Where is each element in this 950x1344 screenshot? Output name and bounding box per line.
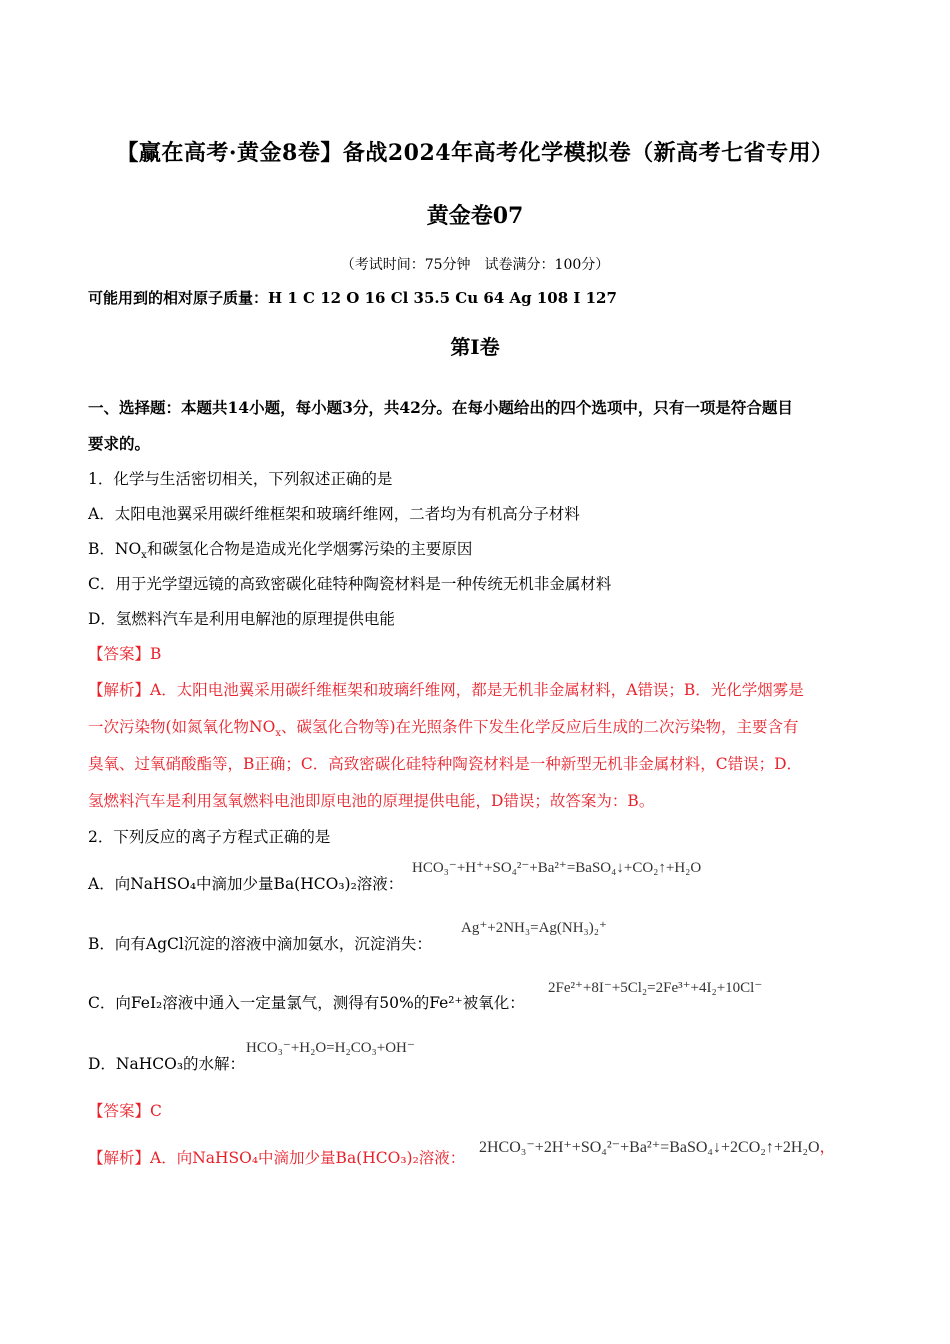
q1-option-c: C．用于光学望远镜的高致密碳化硅特种陶瓷材料是一种传统无机非金属材料 [88,575,612,593]
q1-explanation-4: 氢燃料汽车是利用氢氧燃料电池即原电池的原理提供电能，D错误；故答案为：B。 [88,792,655,810]
q1-exp2-sub: x [275,728,281,740]
q2-explanation-equation [479,1134,836,1157]
q2-option-d-equation: HCO₃⁻+H₂O=H₂CO₃+OH⁻ [246,1040,415,1056]
paper-subtitle: 黄金卷07 [426,203,524,229]
q1-option-b-sub: x [141,550,147,562]
q2-explanation-equation-text: 2HCO₃⁻+2H⁺+SO₄²⁻+Ba²⁺=BaSO₄↓+2CO₂↑+2H₂O [479,1139,820,1156]
q1-answer: 【答案】B [88,645,162,663]
q1-option-b-post: 和碳氢化合物是造成光化学烟雾污染的主要原因 [146,540,473,558]
q2-explanation-a: 【解析】A．向NaHSO₄中滴加少量Ba(HCO₃)₂溶液： [88,1149,466,1167]
q1-explanation-2 [88,715,799,739]
q1-exp2-pre: 一次污染物(如氮氧化物NO [88,718,276,736]
q2-stem: 2．下列反应的离子方程式正确的是 [88,828,331,846]
section-intro-line2: 要求的。 [88,434,151,453]
q1-explanation-3: 臭氧、过氧硝酸酯等，B正确；C．高致密碳化硅特种陶瓷材料是一种新型无机非金属材料，C错误；D． [88,755,803,773]
q2-answer: 【答案】C [88,1102,162,1120]
q1-exp2-post: 、碳氢化合物等)在光照条件下发生化学反应后生成的二次污染物，主要含有 [280,718,799,736]
atomic-masses: 可能用到的相对原子质量：H 1 C 12 O 16 Cl 35.5 Cu 64 Ag 108 I 127 [88,289,617,307]
q2-option-b-equation: Ag⁺+2NH₃=Ag(NH₃)₂⁺ [461,920,607,936]
q1-option-b [88,537,472,561]
q2-option-b: B．向有AgCl沉淀的溶液中滴加氨水，沉淀消失： [88,935,432,953]
q1-option-d: D．氢燃料汽车是利用电解池的原理提供电能 [88,610,395,628]
section-intro-line1: 一、选择题：本题共14小题，每小题3分，共42分。在每小题给出的四个选项中，只有一项是符合题目 [88,398,793,417]
q1-option-a: A．太阳电池翼采用碳纤维框架和玻璃纤维网，二者均为有机高分子材料 [88,505,580,523]
volume-heading: 第Ⅰ卷 [450,335,500,359]
q2-option-a-equation: HCO₃⁻+H⁺+SO₄²⁻+Ba²⁺=BaSO₄↓+CO₂↑+H₂O [412,860,702,876]
exam-info: （考试时间：75分钟 试卷满分：100分） [340,257,610,273]
q2-option-a: A．向NaHSO₄中滴加少量Ba(HCO₃)₂溶液： [88,875,404,893]
q1-option-b-pre: B．NO [88,540,142,558]
q1-explanation-1: 【解析】A．太阳电池翼采用碳纤维框架和玻璃纤维网，都是无机非金属材料，A错误；B．光化学烟雾是 [88,681,804,699]
q2-option-c-equation: 2Fe²⁺+8I⁻+5Cl₂=2Fe³⁺+4I₂+10Cl⁻ [548,980,763,996]
q1-stem: 1．化学与生活密切相关，下列叙述正确的是 [88,470,393,488]
q2-option-d: D．NaHCO₃的水解： [88,1055,246,1073]
q2-explanation-tail: ， [819,1139,836,1156]
q2-option-c: C．向FeI₂溶液中通入一定量氯气，测得有50%的Fe²⁺被氧化： [88,994,525,1012]
page-title: 【赢在高考·黄金8卷】备战2024年高考化学模拟卷（新高考七省专用） [116,140,834,166]
